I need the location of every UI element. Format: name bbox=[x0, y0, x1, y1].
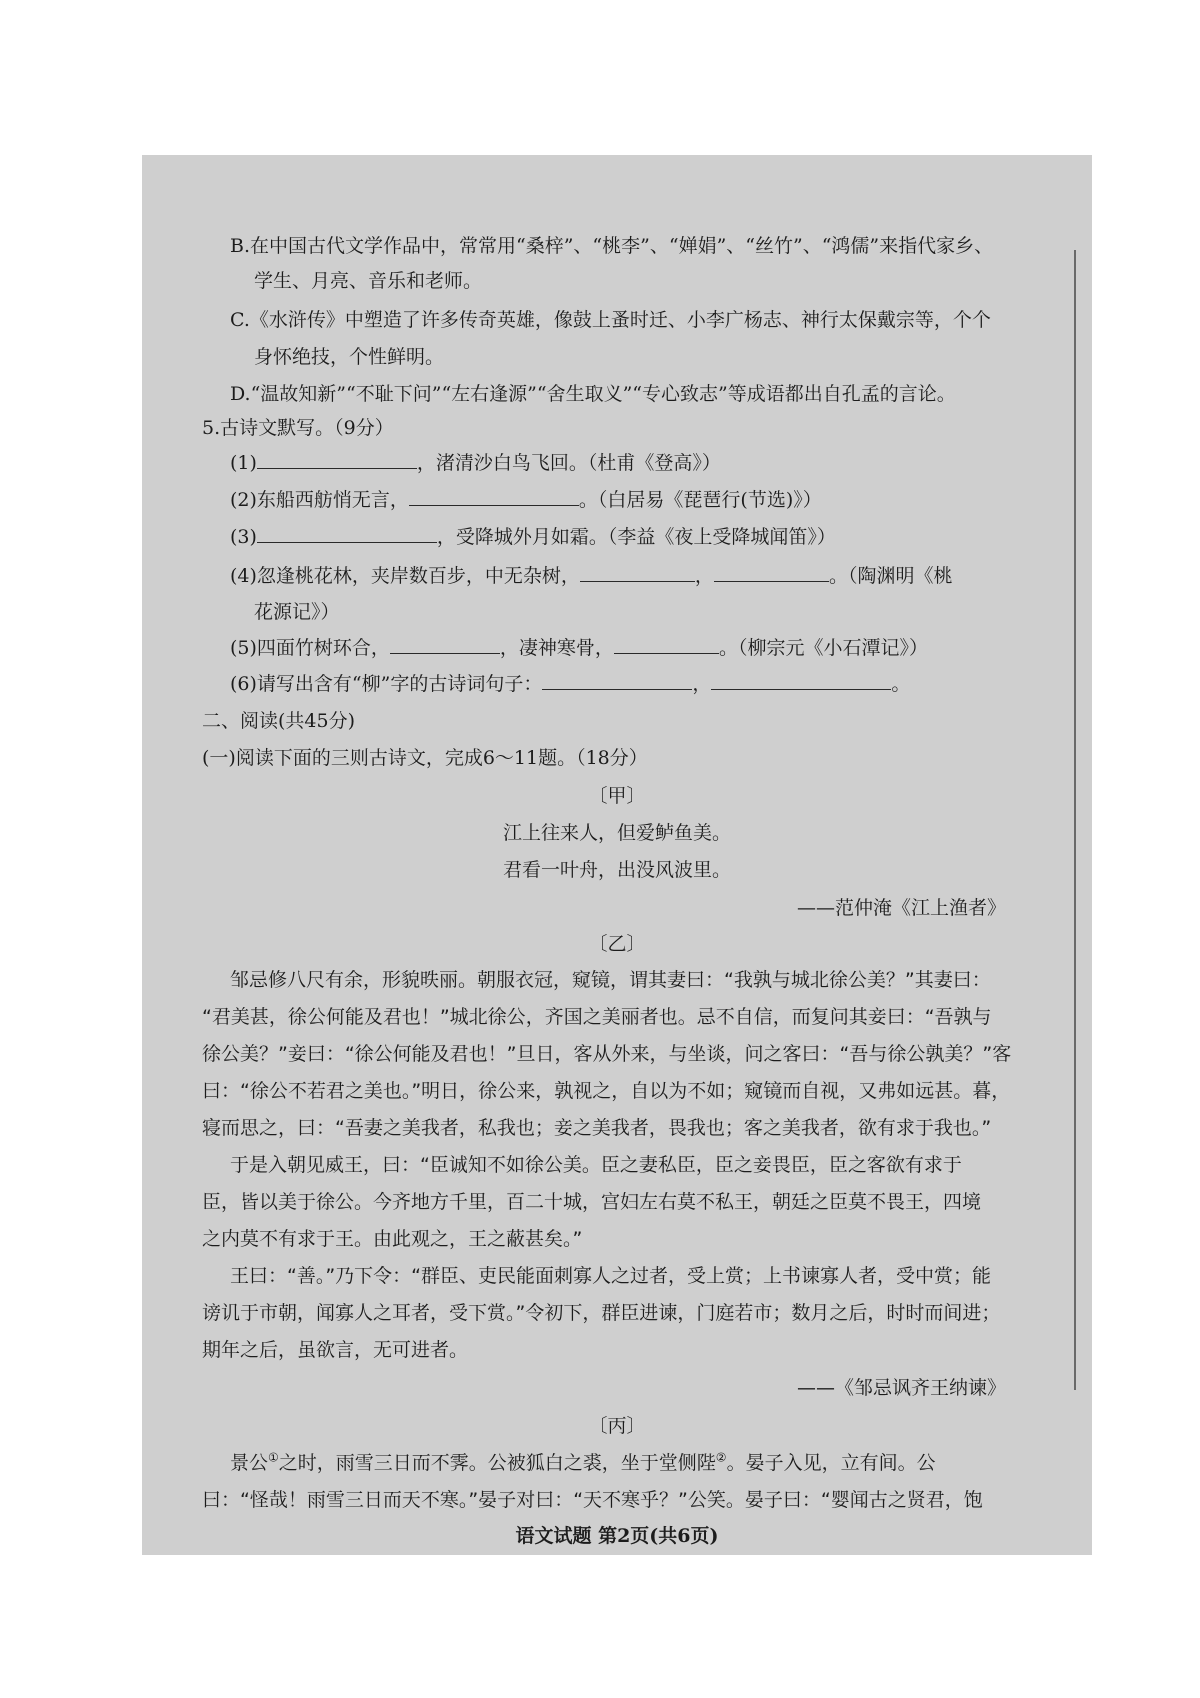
q5-item-4-source: 。（陶渊明《桃 bbox=[828, 565, 953, 587]
option-c-line-1: C.《水浒传》中塑造了许多传奇英雄，像鼓上蚤时迁、小李广杨志、神行太保戴宗等，个个 bbox=[230, 309, 991, 331]
q5-item-6 bbox=[230, 671, 910, 697]
q5-item-4-text: (4)忽逢桃花林，夹岸数百步，中无杂树， bbox=[230, 565, 580, 587]
poem-line-2: 君看一叶舟，出没风波里。 bbox=[502, 859, 731, 881]
q5-item-1-prefix: (1) bbox=[230, 452, 257, 474]
q5-blank-4b[interactable] bbox=[714, 563, 829, 582]
q5-blank-5a[interactable] bbox=[390, 635, 500, 654]
passage-yi-line: 寝而思之，曰：“吾妻之美我者，私我也；妾之美我者，畏我也；客之美我者，欲有求于我也。” bbox=[202, 1117, 992, 1139]
passage-yi-line: 谤讥于市朝，闻寡人之耳者，受下赏。”令初下，群臣进谏，门庭若市；数月之后，时时而间进； bbox=[202, 1302, 1001, 1324]
footnote-marker-1: ① bbox=[268, 1450, 279, 1465]
q5-item-2-source: 。（白居易《琵琶行(节选)》） bbox=[578, 489, 822, 511]
passage-bing-label: 〔丙〕 bbox=[588, 1415, 646, 1437]
q5-blank-6b[interactable] bbox=[711, 671, 891, 690]
q5-item-5-source: 。（柳宗元《小石潭记》） bbox=[718, 637, 928, 659]
option-b-line-2: 学生、月亮、音乐和老师。 bbox=[254, 270, 483, 292]
poem-source: ——范仲淹《江上渔者》 bbox=[796, 897, 1006, 919]
passage-yi-line: 曰：“徐公不若君之美也。”明日，徐公来，孰视之，自以为不如；窥镜而自视，又弗如远甚。暮， bbox=[202, 1080, 1011, 1102]
q5-item-6-end: 。 bbox=[891, 673, 911, 695]
passage-yi-line: 徐公美？”妾曰：“徐公何能及君也！”旦日，客从外来，与坐谈，问之客曰：“吾与徐公孰美？”客 bbox=[202, 1043, 1012, 1065]
q5-item-3-prefix: (3) bbox=[230, 526, 257, 548]
q5-item-3 bbox=[230, 524, 836, 550]
q5-item-5 bbox=[230, 635, 928, 661]
option-c-line-2: 身怀绝技，个性鲜明。 bbox=[254, 346, 445, 368]
passage-yi-line: 王曰：“善。”乃下令：“群臣、吏民能面刺寡人之过者，受上赏；上书谏寡人者，受中赏；能 bbox=[230, 1265, 992, 1287]
passage-yi-label: 〔乙〕 bbox=[588, 933, 646, 955]
option-d-line-1: D.“温故知新”“不耻下问”“左右逢源”“舍生取义”“专心致志”等成语都出自孔孟的言论。 bbox=[230, 383, 956, 405]
passage-yi-line: 之内莫不有求于王。由此观之，王之蔽甚矣。” bbox=[202, 1228, 583, 1250]
q5-item-3-text: ，受降城外月如霜。（李益《夜上受降城闻笛》） bbox=[436, 526, 836, 548]
q5-item-6-comma: ， bbox=[692, 673, 712, 695]
q5-blank-1[interactable] bbox=[257, 450, 417, 469]
q5-item-4-line-2: 花源记》） bbox=[254, 601, 340, 623]
q5-item-1-text: ，渚清沙白鸟飞回。（杜甫《登高》） bbox=[416, 452, 721, 474]
q5-blank-3[interactable] bbox=[257, 524, 437, 543]
passage-bing-line-1 bbox=[230, 1450, 936, 1476]
q5-item-5-mid: ，凄神寒骨， bbox=[499, 637, 614, 659]
q5-item-5-text: (5)四面竹树环合， bbox=[230, 637, 390, 659]
passage-bing-text: 景公 bbox=[230, 1452, 269, 1474]
passage-yi-source: ——《邹忌讽齐王纳谏》 bbox=[796, 1377, 1006, 1399]
reading-subsection-title: (一)阅读下面的三则古诗文，完成6～11题。（18分） bbox=[202, 747, 648, 769]
q5-item-2-text: (2)东船西舫悄无言， bbox=[230, 489, 409, 511]
q5-blank-2[interactable] bbox=[409, 487, 579, 506]
passage-yi-line: 期年之后，虽欲言，无可进者。 bbox=[202, 1339, 469, 1361]
q5-blank-4a[interactable] bbox=[580, 563, 695, 582]
option-b-line-1: B.在中国古代文学作品中，常常用“桑梓”、“桃李”、“婵娟”、“丝竹”、“鸿儒”来指代家乡、 bbox=[230, 235, 994, 257]
passage-yi-line: 邹忌修八尺有余，形貌昳丽。朝服衣冠，窥镜，谓其妻曰：“我孰与城北徐公美？”其妻曰： bbox=[230, 969, 991, 991]
q5-blank-6a[interactable] bbox=[542, 671, 692, 690]
q5-blank-5b[interactable] bbox=[614, 635, 719, 654]
q5-item-4-comma: ， bbox=[694, 565, 714, 587]
passage-bing-text: 。晏子入见，立有间。公 bbox=[726, 1452, 936, 1474]
passage-bing-text: 之时，雨雪三日而不霁。公被狐白之裘，坐于堂侧陛 bbox=[278, 1452, 716, 1474]
passage-yi-line: “君美甚，徐公何能及君也！”城北徐公，齐国之美丽者也。忌不自信，而复问其妾曰：“吾孰与 bbox=[202, 1006, 992, 1028]
passage-jia-label: 〔甲〕 bbox=[588, 785, 646, 807]
question-5-title: 5.古诗文默写。（9分） bbox=[202, 417, 394, 439]
poem-line-1: 江上往来人，但爱鲈鱼美。 bbox=[502, 822, 731, 844]
q5-item-6-text: (6)请写出含有“柳”字的古诗词句子： bbox=[230, 673, 543, 695]
passage-bing-line-2: 曰：“怪哉！雨雪三日而天不寒。”晏子对曰：“天不寒乎？”公笑。晏子曰：“婴闻古之贤君，饱 bbox=[202, 1489, 983, 1511]
page-footer: 语文试题 第2页(共6页) bbox=[515, 1525, 719, 1547]
q5-item-1 bbox=[230, 450, 721, 476]
passage-yi-line: 于是入朝见威王，曰：“臣诚知不如徐公美。臣之妻私臣，臣之妾畏臣，臣之客欲有求于 bbox=[230, 1154, 962, 1176]
passage-yi-line: 臣，皆以美于徐公。今齐地方千里，百二十城，宫妇左右莫不私王，朝廷之臣莫不畏王，四境 bbox=[202, 1191, 982, 1213]
footnote-marker-2: ② bbox=[715, 1450, 727, 1465]
exam-page bbox=[142, 155, 1092, 1555]
section-reading-title: 二、阅读(共45分) bbox=[202, 710, 356, 732]
q5-item-4 bbox=[230, 563, 952, 589]
q5-item-2 bbox=[230, 487, 822, 513]
